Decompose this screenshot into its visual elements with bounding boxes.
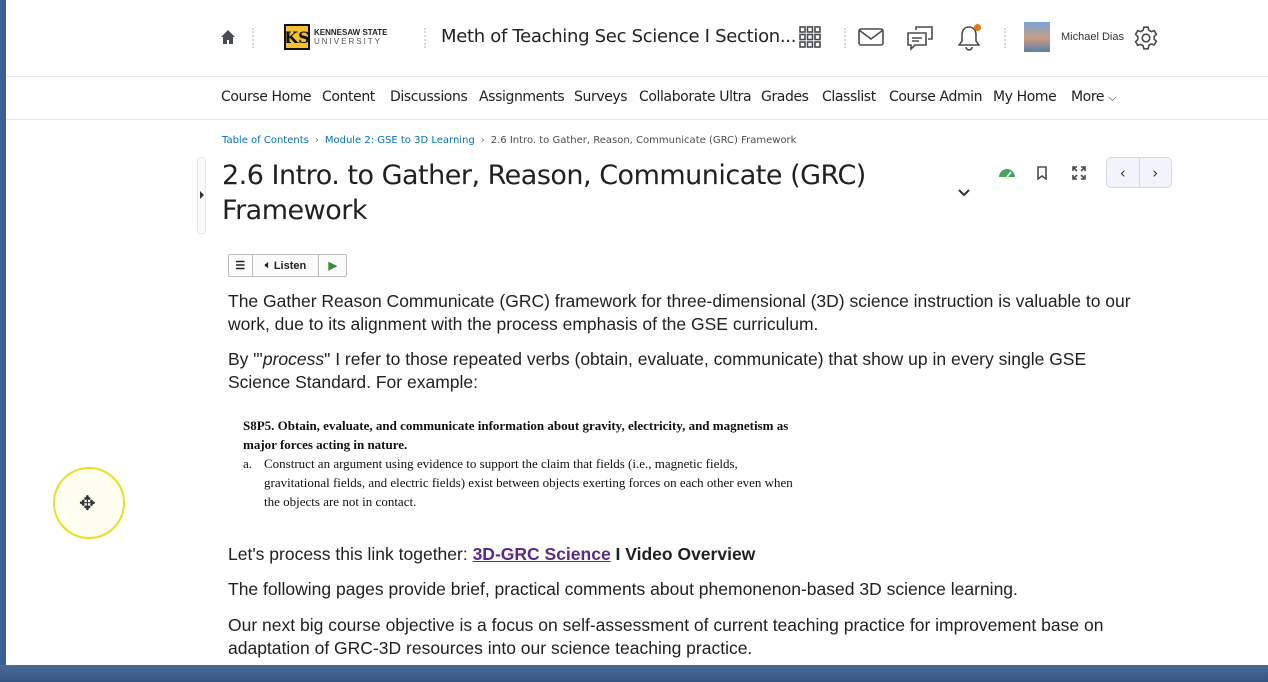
header — [6, 0, 1268, 75]
chevron-right-icon: › — [314, 135, 319, 146]
breadcrumb-toc[interactable]: Table of Contents — [222, 135, 309, 146]
toc-toggle-button[interactable] — [197, 157, 206, 234]
nav-more[interactable]: More ⌵ — [1071, 89, 1117, 105]
paragraph: The Gather Reason Communicate (GRC) framework for three-dimensional (3D) science instruction is valuable to our work, due to its alignment with the process emphasis of the GSE curriculum. — [228, 291, 1131, 334]
nav-discussions[interactable]: Discussions — [390, 89, 468, 105]
topic-navigation — [1106, 157, 1172, 188]
nav-surveys[interactable]: Surveys — [574, 89, 628, 105]
course-title[interactable]: Meth of Teaching Sec Science I Section... — [441, 26, 797, 47]
move-cursor-icon: ✥ — [79, 491, 96, 515]
gear-icon[interactable] — [1132, 24, 1160, 52]
university-logo[interactable]: KS KENNESAW STATE UNIVERSITY — [284, 24, 387, 50]
cursor-highlight — [53, 467, 125, 539]
paragraph: Let's process this link together: 3D-GRC Science I Video Overview — [228, 544, 756, 564]
chevron-down-icon[interactable] — [956, 185, 972, 201]
previous-topic-button[interactable]: ‹ — [1107, 158, 1140, 187]
waffle-icon[interactable] — [798, 25, 822, 49]
paragraph: Our next big course objective is a focus on self-assessment of current teaching practice for improvement base on adaptation of GRC-3D resources into our science teaching practice. — [228, 615, 1104, 658]
nav-grades[interactable]: Grades — [761, 89, 809, 105]
nav-course-admin[interactable]: Course Admin — [889, 89, 983, 105]
nav-course-home[interactable]: Course Home — [221, 89, 312, 105]
nav-classlist[interactable]: Classlist — [822, 89, 876, 105]
breadcrumb-module[interactable]: Module 2: GSE to 3D Learning — [324, 135, 475, 146]
browser-window — [6, 0, 1268, 665]
notification-badge — [974, 24, 981, 31]
next-topic-button[interactable]: › — [1152, 163, 1159, 182]
chat-icon[interactable] — [906, 24, 934, 52]
mail-icon[interactable] — [858, 25, 884, 49]
nav-content[interactable]: Content — [322, 89, 375, 105]
paragraph: The following pages provide brief, practical comments about phemonenon-based 3D science learning. — [228, 579, 1018, 599]
listen-button[interactable]: 🔈︎ Listen — [253, 255, 320, 276]
page-title: 2.6 Intro. to Gather, Reason, Communicate (GRC) Framework — [222, 160, 866, 226]
nav-assignments[interactable]: Assignments — [479, 89, 565, 105]
paragraph: By "'process" I refer to those repeated verbs (obtain, evaluate, communicate) that show up in every single GSE Science Standard. For example: — [228, 349, 1087, 392]
home-icon[interactable] — [218, 27, 238, 47]
avatar[interactable] — [1024, 22, 1050, 52]
bookmark-icon[interactable] — [1034, 164, 1050, 182]
standard-excerpt-image: S8P5. Obtain, evaluate, and communicate information about gravity, electricity, and magnetism as major forces acting in nature. a. Construct an argument using evidence to support the claim that fields (i.e., magnetic fields, gravitational fields, and electric fields) exist between objects exerting forces on each other even when the objects are not in contact. — [243, 418, 793, 509]
play-icon[interactable]: ▶ — [328, 260, 337, 272]
chevron-down-icon: ⌵ — [1108, 91, 1117, 104]
chevron-right-icon: › — [480, 135, 485, 146]
course-navbar — [6, 76, 1268, 120]
speaker-icon: 🔈︎ — [264, 260, 271, 271]
user-name[interactable]: Michael Dias — [1061, 31, 1124, 43]
video-link[interactable]: 3D-GRC Science — [472, 544, 611, 564]
fullscreen-icon[interactable] — [1070, 164, 1088, 182]
nav-my-home[interactable]: My Home — [993, 89, 1057, 105]
breadcrumb — [222, 135, 796, 146]
readspeaker-toolbar — [228, 254, 347, 277]
progress-gauge-icon[interactable] — [996, 164, 1018, 180]
breadcrumb-current: 2.6 Intro. to Gather, Reason, Communicate (GRC) Framework — [490, 135, 797, 146]
nav-collaborate-ultra[interactable]: Collaborate Ultra — [639, 89, 752, 105]
desktop-background — [0, 665, 1268, 682]
menu-icon[interactable]: ☰ — [229, 255, 253, 276]
